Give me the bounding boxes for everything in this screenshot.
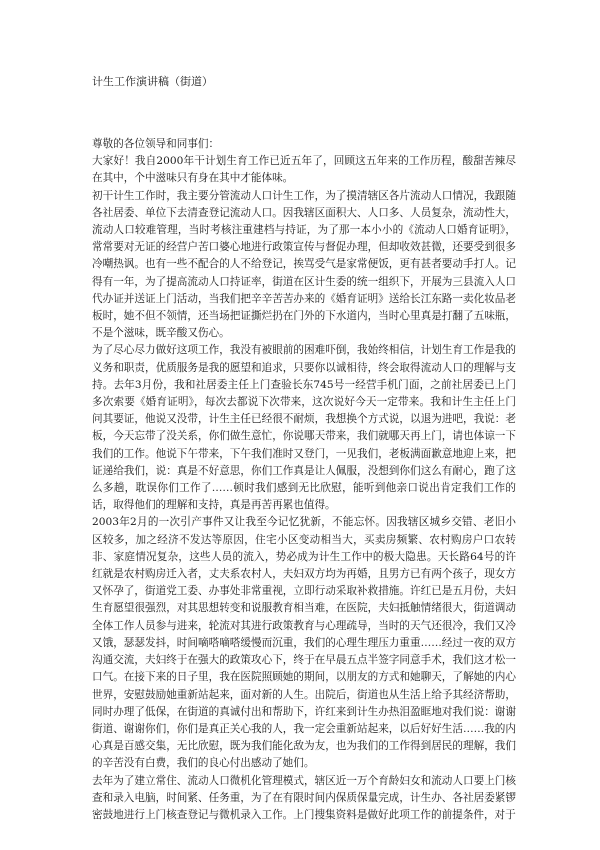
- document-body: [92, 136, 516, 824]
- document-title: 计生工作演讲稿（街道）: [92, 75, 213, 88]
- salutation: 尊敬的各位领导和同事们：: [92, 138, 220, 150]
- paragraph: 2003年2月的一次引产事件又让我至今记忆犹新，不能忘怀。因我辖区城乡交错、老旧小区较多，加之经济不发达等原因，住宅小区变动相当大，买卖房频繁、农村购房户口农转非、家庭情况复杂，这些人员的流入，势必成为计生工作中的极大隐患。天长路64号的许红就是农村购房迁入者，丈夫系农村人，夫妇双方均为再婚，且男方已有两个孩子，现女方又怀孕了，街道党工委、办事处非常重视，立即行动采取补救措施。许红已是五月份，夫妇生育愿望很强烈，对其思想转变和说服教育相当难，在医院，夫妇抵触情绪很大，街道调动全体工作人员参与进来，轮流对其进行政策教育与心理疏导，当时的天气还很冷，我们又冷又饿，瑟瑟发抖，时间嘀嗒嘀嗒缓慢而沉重，我们的心理生理压力重重……经过一夜的双方沟通交流，夫妇终于在强大的政策攻心下，终于在早晨五点半签字同意手术，我们这才松一口气。在接下来的日子里，我在医院照顾她的期间，以朋友的方式和她聊天，了解她的内心世界，安慰鼓励她重新站起来，面对新的人生。出院后，街道也从生活上给予其经济帮助，同时办理了低保，在街道的真诚付出和帮助下，许红来到计生办热泪盈眶地对我们说：谢谢街道、谢谢你们，你们是真正关心我的人，我一定会重新站起来，以后好好生活……我的内心真是百感交集，无比欣慰，既为我们能化敌为友，也为我们的工作得到居民的理解，我们的辛苦没有白费，我们的良心付出感动了她们。: [92, 516, 516, 770]
- paragraph: 大家好！我自2000年干计划生育工作已近五年了，回顾这五年来的工作历程，酸甜苦辣尽在其中，个中滋味只有身在其中才能体味。: [92, 155, 516, 185]
- paragraph: 为了尽心尽力做好这项工作，我没有被眼前的困难吓倒，我始终相信，计划生育工作是我的义务和职责，优质服务是我的愿望和追求，只要你以诚相待，终会取得流动人口的理解与支持。去年3月份，我和社居委主任上门查验长东745号一经营手机门面，之前社居委已上门多次索要《婚育证明》，每次去都说下次带来，这次说好今天一定带来。我和计生主任上门问其要证，他说又没带，计生主任已经很不耐烦，我想换个方式说，以退为进吧，我说：老板，今天忘带了没关系，你们做生意忙，你说哪天带来，我们就哪天再上门，请也体谅一下我们的工作。他说下午带来，下午我们准时又登门，一见我们，老板满面歉意地迎上来，把证递给我们，说：真是不好意思，你们工作真是让人佩服，没想到你们这么有耐心，跑了这么多趟，耽误你们工作了……顿时我们感到无比欣慰，能听到他亲口说出肯定我们工作的话，取得他们的理解和支持，真是再苦再累也值得。: [92, 344, 516, 512]
- paragraph: 初干计生工作时，我主要分管流动人口计生工作，为了摸清辖区各片流动人口情况，我跟随各社居委、单位下去清查登记流动人口。因我辖区面积大、人口多、人员复杂，流动性大，流动人口较难管理，当时考核注重建档与持证，为了那一本小小的《流动人口婚育证明》，常常要对无证的经营户苦口婆心地进行政策宣传与督促办理，但却收效甚微，还要受到很多冷嘲热讽。也有一些不配合的人不给登记，挨骂受气是家常便饭，更有甚者要动手打人。记得有一年，为了提高流动人口持证率，街道在区计生委的统一组织下，开展为三县流入人口代办证并送证上门活动，当我们把辛辛苦苦办来的《婚育证明》送给长江东路一卖化妆品老板时，她不但不领情，还当场把证撕烂扔在门外的下水道内，当时心里真是打翻了五味瓶，不是个滋味，既辛酸又伤心。: [92, 189, 516, 340]
- paragraph: 去年为了建立常住、流动人口微机化管理模式，辖区近一万个育龄妇女和流动人口要上门核查和录入电脑，时间紧、任务重，为了在有限时间内保质保量完成，计生办、各社居委紧锣密鼓地进行上门核查登记与微机录入工作。上门搜集资料是做好此项工作的前提条件，对于: [92, 774, 516, 821]
